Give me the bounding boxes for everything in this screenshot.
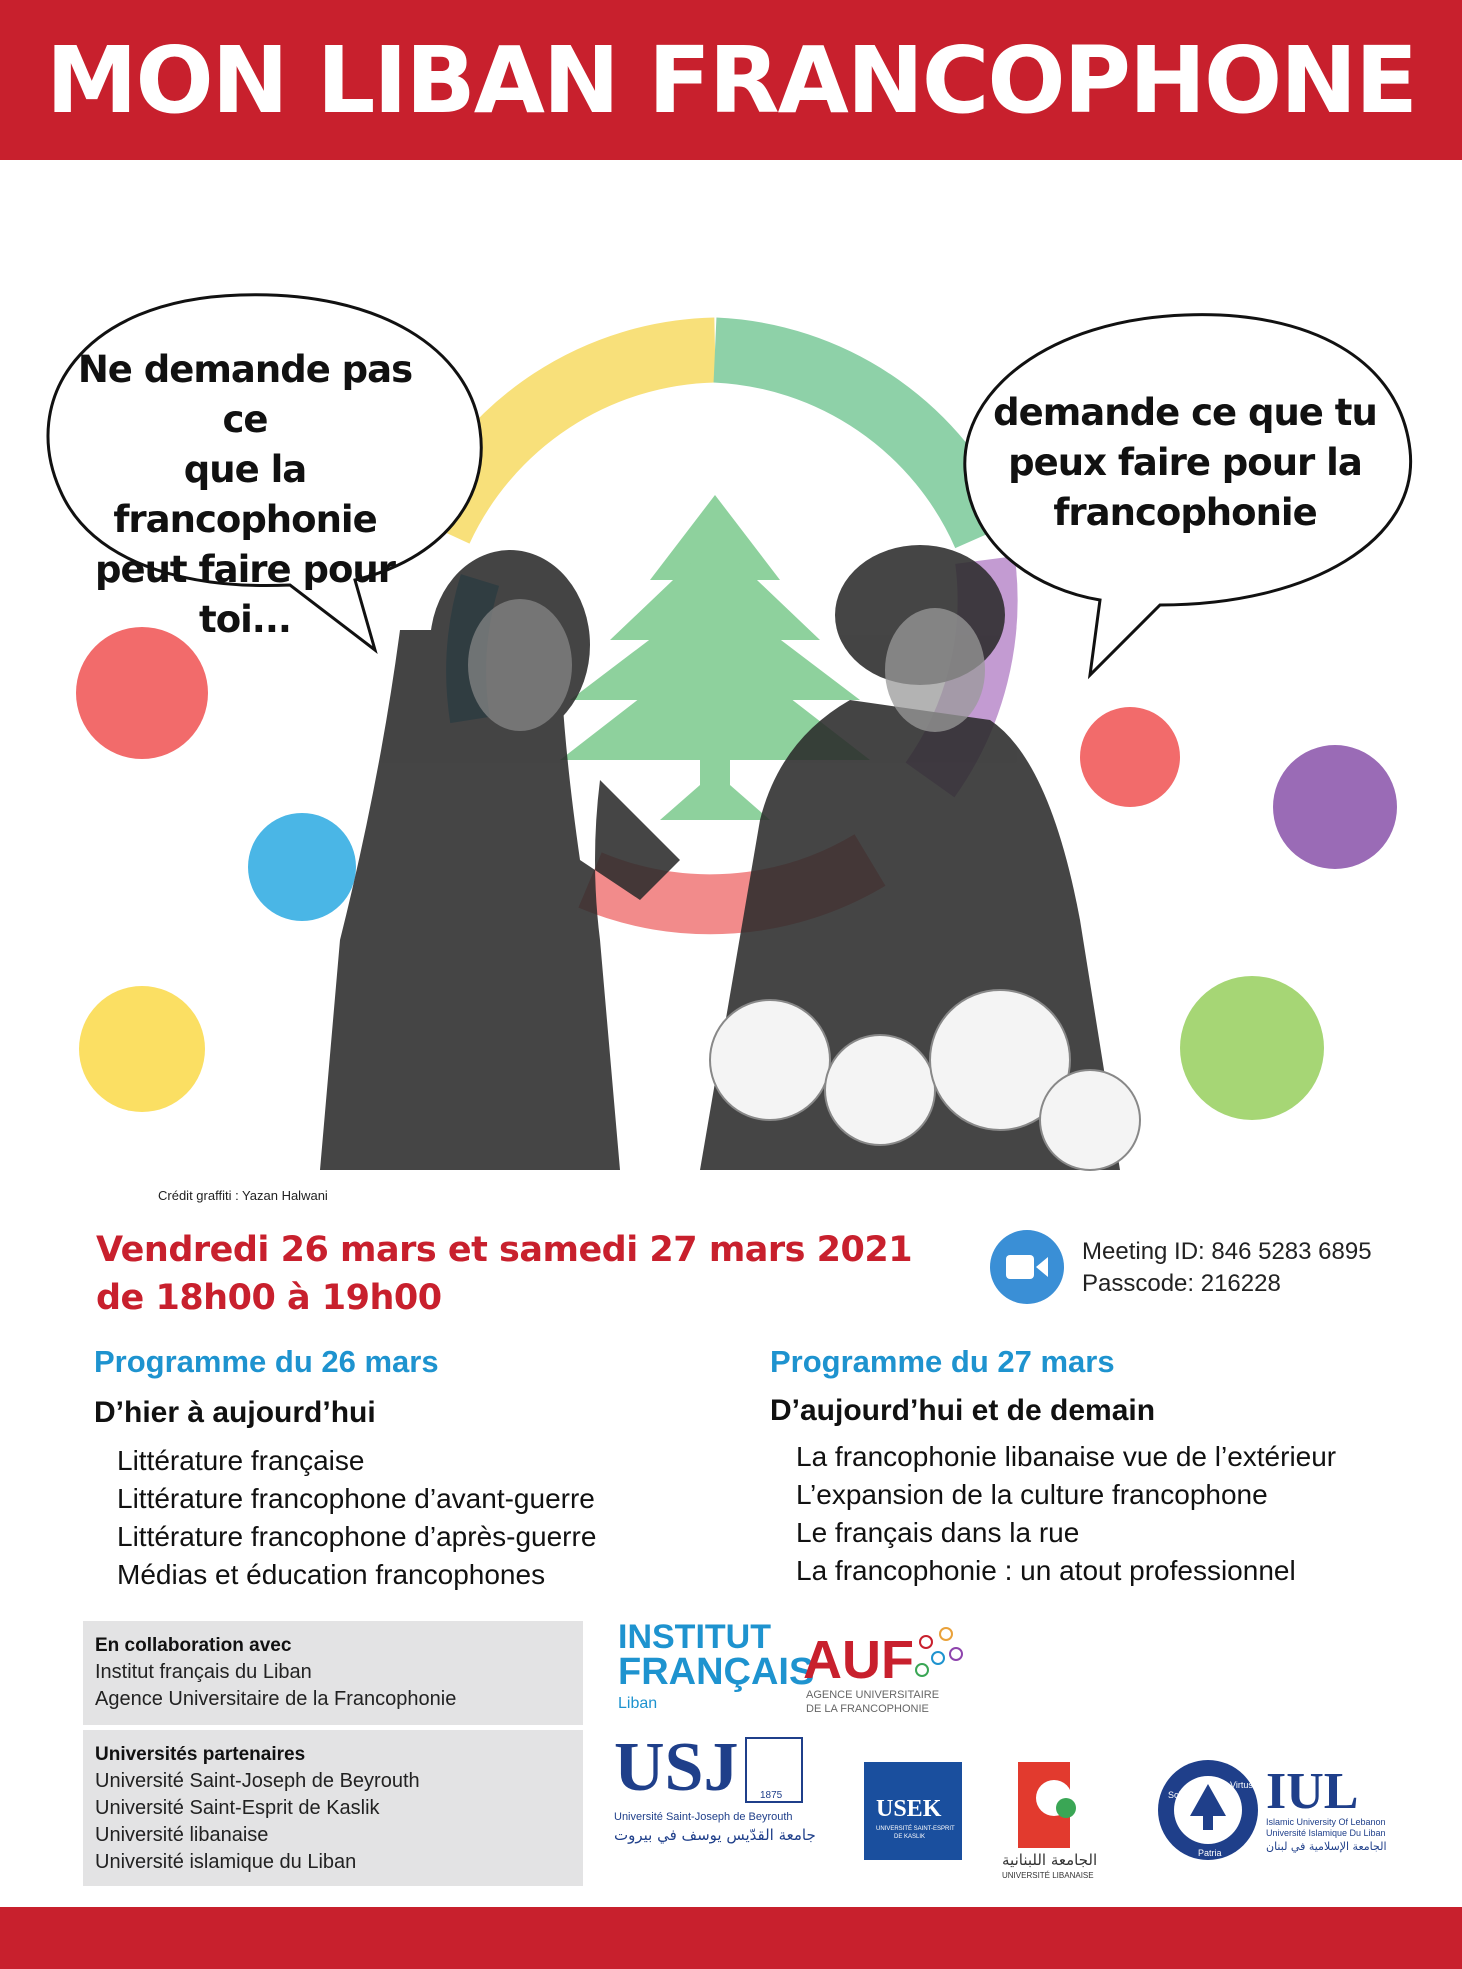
dot-yellow-left — [79, 986, 205, 1112]
list-item: Université Saint-Joseph de Beyrouth — [95, 1770, 420, 1792]
bubble-right-text — [990, 388, 1380, 538]
logo-text: Scientia — [1168, 1790, 1201, 1800]
bubble-left-text — [60, 345, 430, 645]
logo-text: Liban — [618, 1695, 658, 1712]
dot-purple-right — [1273, 745, 1397, 869]
list-item: Institut français du Liban — [95, 1661, 312, 1683]
dot-red-left — [76, 627, 208, 759]
footer-banner — [0, 1907, 1462, 1969]
logo-text: 1875 — [760, 1790, 783, 1801]
auf-logo — [803, 1628, 962, 1715]
dot-green-right — [1180, 976, 1324, 1120]
collaboration-heading: En collaboration avec — [95, 1635, 292, 1656]
logo-text: USJ — [614, 1729, 739, 1806]
programme-subtitle-26: D’hier à aujourd’hui — [94, 1396, 376, 1429]
collaboration-panel — [83, 1621, 583, 1725]
logo-text: IUL — [1266, 1763, 1359, 1820]
logo-text: Islamic University Of Lebanon — [1266, 1817, 1386, 1827]
partners-list — [95, 1768, 583, 1876]
list-item: Université islamique du Liban — [95, 1851, 357, 1873]
bubble-left-line: que la francophonie — [113, 448, 377, 541]
programme-list-26 — [117, 1442, 596, 1594]
list-item: Littérature francophone d’avant-guerre — [117, 1483, 595, 1514]
list-item: La francophonie : un atout professionnel — [796, 1555, 1296, 1586]
meeting-passcode: Passcode: 216228 — [1082, 1270, 1281, 1297]
usek-logo — [864, 1762, 962, 1860]
bubble-right-line: demande ce que tu — [993, 391, 1377, 434]
partners-heading: Universités partenaires — [95, 1744, 306, 1765]
header-banner — [0, 0, 1462, 160]
partners-panel — [83, 1730, 583, 1886]
logo-text: جامعة القدّيس يوسف في بيروت — [614, 1826, 816, 1844]
list-item: Université Saint-Esprit de Kaslik — [95, 1797, 380, 1819]
institut-francais-logo — [618, 1620, 814, 1712]
list-item: Littérature française — [117, 1445, 365, 1476]
logo-text: UNIVERSITÉ SAINT-ESPRIT — [876, 1826, 955, 1832]
video-camera-icon — [990, 1230, 1064, 1304]
logo-text: UNIVERSITÉ LIBANAISE — [1002, 1871, 1094, 1880]
programme-heading-26: Programme du 26 mars — [94, 1344, 439, 1379]
logo-text: DE KASLIK — [894, 1834, 926, 1840]
list-item: Agence Universitaire de la Francophonie — [95, 1688, 457, 1710]
logo-text: USEK — [876, 1796, 942, 1822]
logo-text: INSTITUT — [618, 1620, 771, 1656]
list-item: Université libanaise — [95, 1824, 269, 1846]
bubble-left-line: Ne demande pas ce — [77, 348, 413, 441]
logo-text: AUF — [803, 1630, 914, 1690]
logo-text: Virtus — [1230, 1780, 1253, 1790]
dot-blue-left — [248, 813, 356, 921]
logo-text: الجامعة الإسلامية في لبنان — [1266, 1840, 1387, 1853]
list-item: Le français dans la rue — [796, 1517, 1080, 1548]
logo-text: AGENCE UNIVERSITAIRE — [806, 1689, 940, 1701]
logo-text: DE LA FRANCOPHONIE — [806, 1703, 929, 1715]
universite-libanaise-logo — [1002, 1762, 1097, 1880]
programme-list-27 — [796, 1438, 1336, 1590]
list-item: Médias et éducation francophones — [117, 1559, 546, 1590]
ring-green — [715, 350, 985, 535]
collaboration-list — [95, 1659, 583, 1713]
programme-heading-27: Programme du 27 mars — [770, 1344, 1115, 1379]
event-date: Vendredi 26 mars et samedi 27 mars 2021 — [96, 1230, 913, 1270]
usj-logo — [614, 1729, 816, 1845]
dot-red-right — [1080, 707, 1180, 807]
event-time: de 18h00 à 19h00 — [96, 1278, 442, 1318]
logo-text: FRANÇAIS — [618, 1651, 815, 1693]
iul-logo — [1158, 1760, 1387, 1860]
bubble-right-line: francophonie — [1053, 491, 1317, 534]
list-item: La francophonie libanaise vue de l’extérieur — [796, 1441, 1337, 1472]
logo-text: Université Saint-Joseph de Beyrouth — [614, 1811, 793, 1823]
logo-text: الجامعة اللبنانية — [1002, 1851, 1098, 1869]
meeting-id: Meeting ID: 846 5283 6895 — [1082, 1238, 1372, 1265]
list-item: Littérature francophone d’après-guerre — [117, 1521, 597, 1552]
logo-text: Université Islamique Du Liban — [1266, 1828, 1386, 1838]
logo-text: Patria — [1198, 1848, 1222, 1858]
poster-illustration — [0, 160, 1462, 1210]
bubble-left-line: peut faire pour toi... — [95, 548, 395, 641]
page-title: MON LIBAN FRANCOPHONE — [45, 26, 1417, 134]
image-credit: Crédit graffiti : Yazan Halwani — [158, 1188, 328, 1203]
list-item: L’expansion de la culture francophone — [796, 1479, 1268, 1510]
programme-subtitle-27: D’aujourd’hui et de demain — [770, 1394, 1156, 1427]
bubble-right-line: peux faire pour la — [1008, 441, 1362, 484]
partner-logos — [610, 1620, 1410, 1900]
